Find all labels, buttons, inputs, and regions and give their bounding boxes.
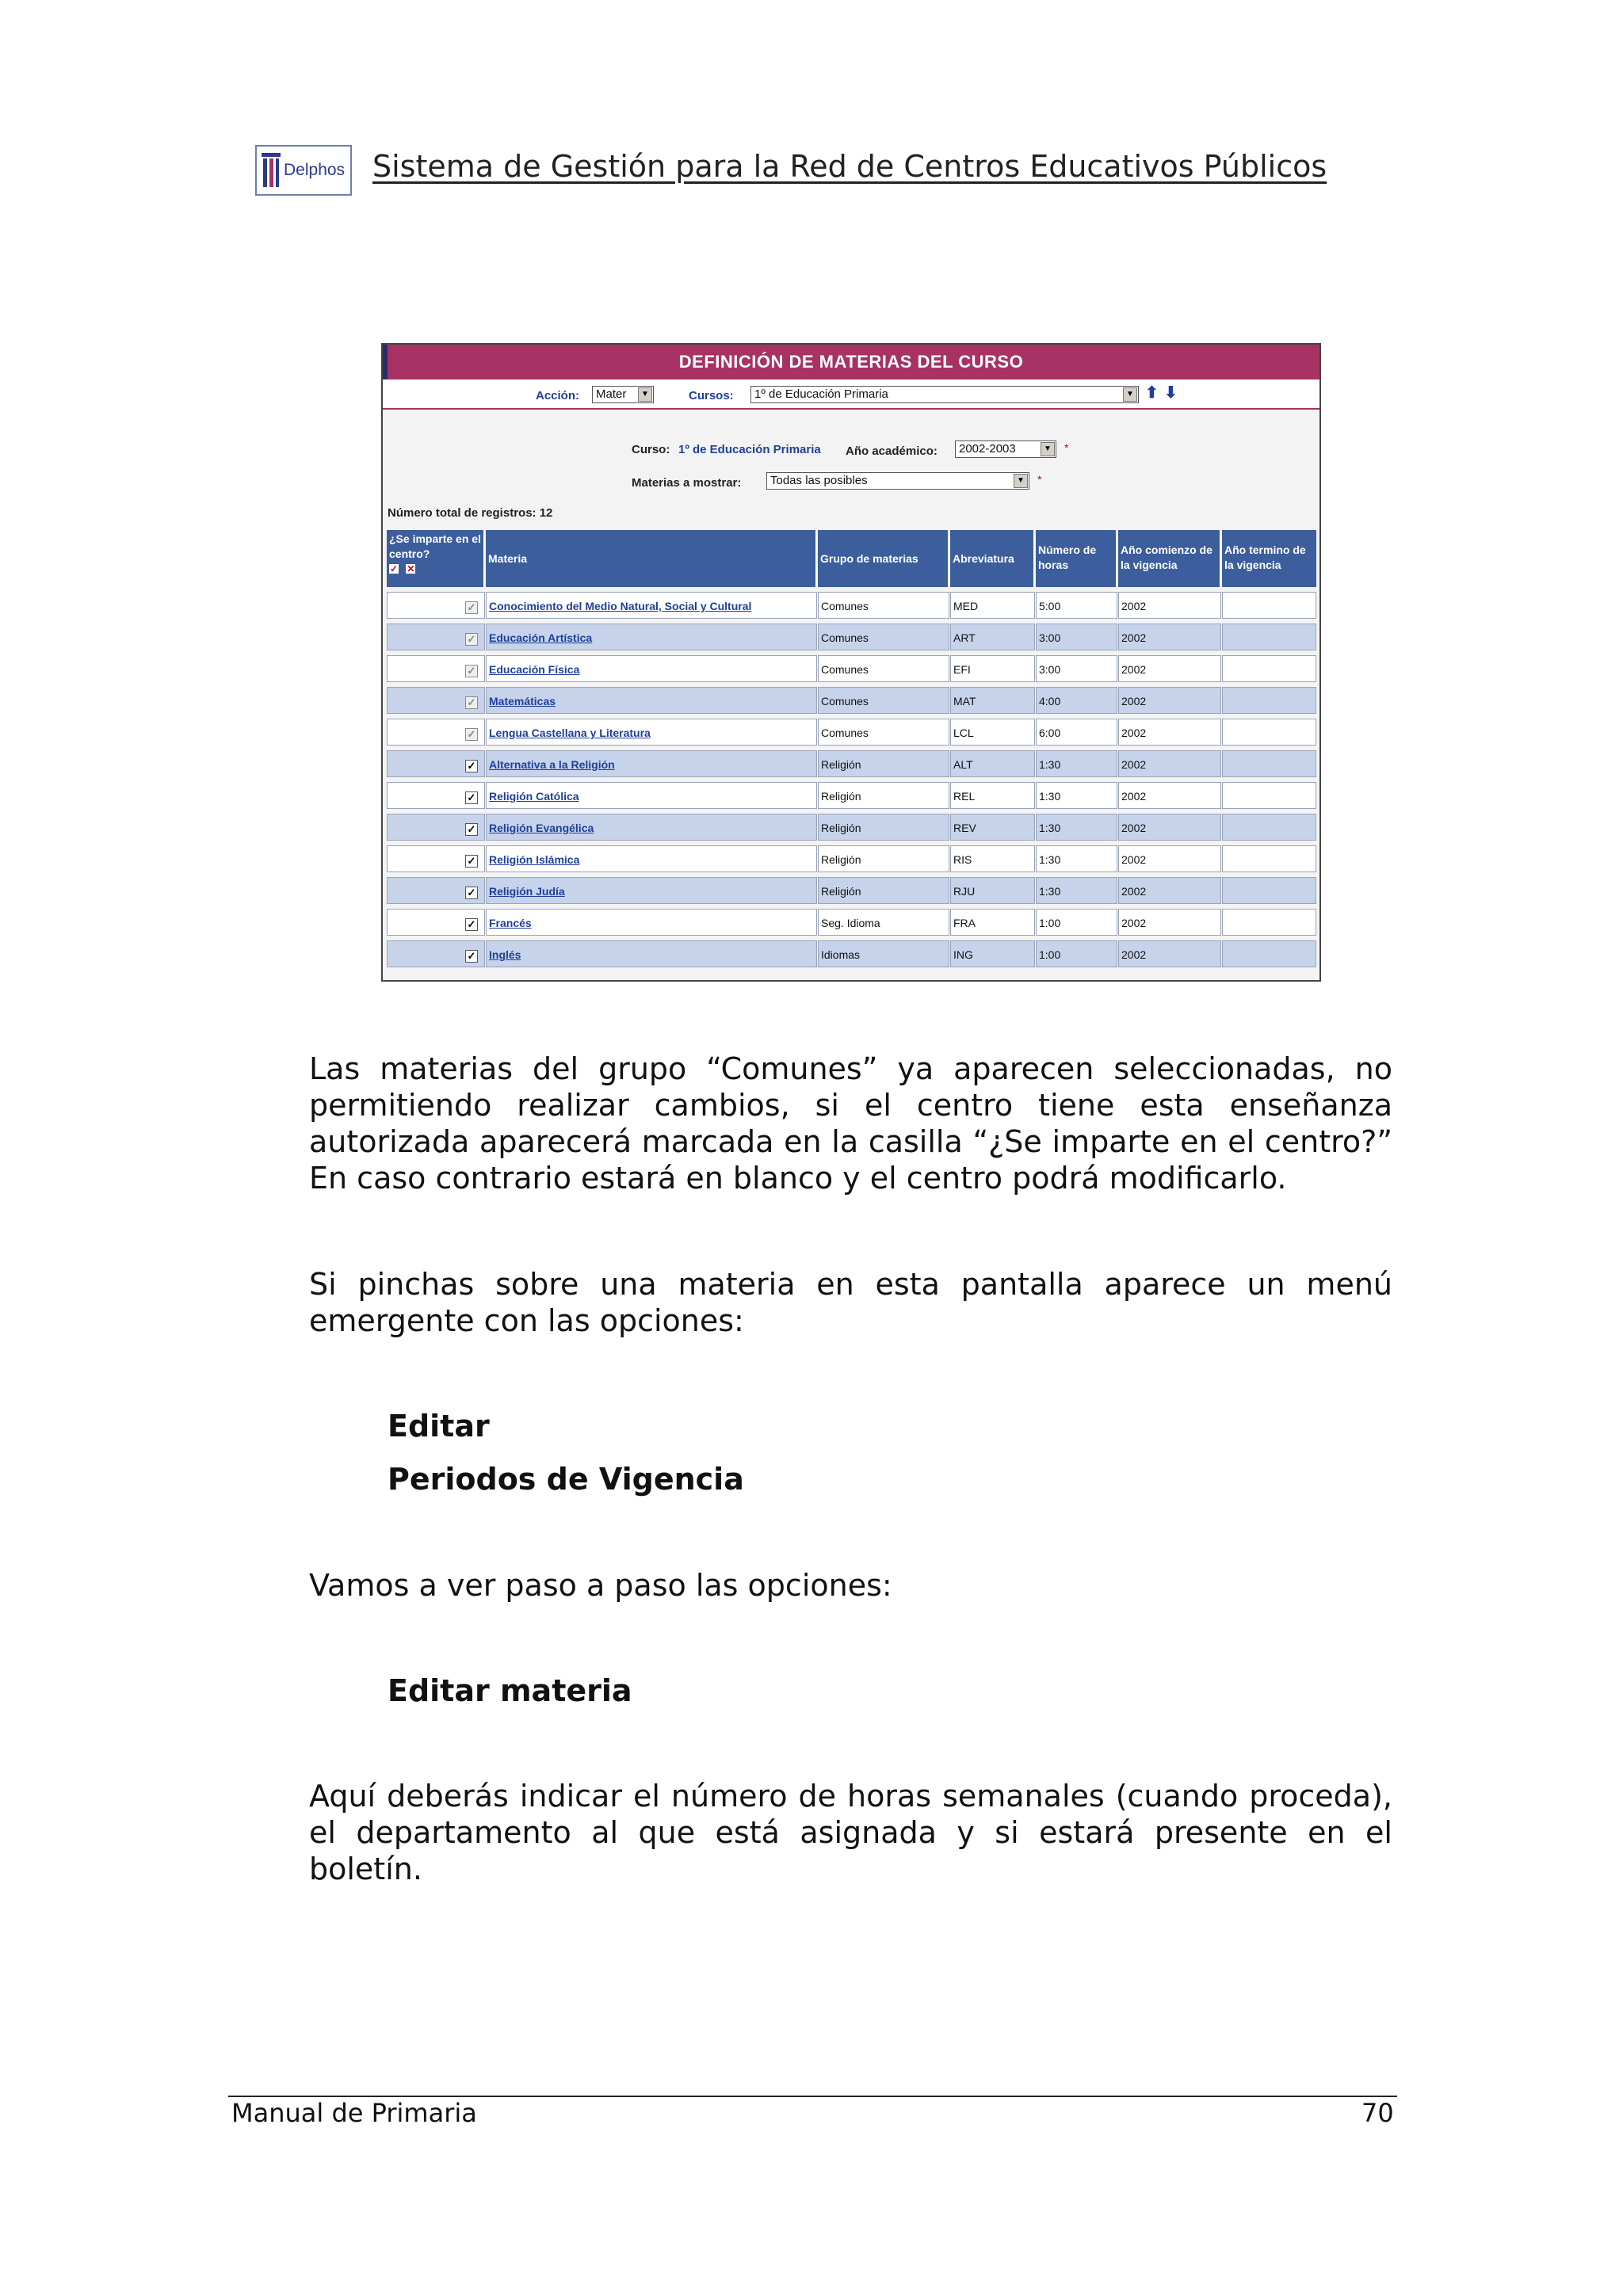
table-row[interactable]	[387, 907, 1316, 936]
anio-value: 2002-2003	[959, 442, 1016, 456]
horas-cell: 6:00	[1036, 719, 1117, 746]
col-header-comienzo: Año comienzo de la vigencia	[1118, 530, 1221, 587]
imparte-cell	[387, 782, 485, 809]
materia-cell	[486, 845, 817, 872]
imparte-checkbox: ✓	[465, 696, 478, 709]
col-header-grupo: Grupo de materias	[818, 530, 949, 587]
check-all-icon[interactable]: ✓	[389, 563, 399, 574]
anio-label: Año académico:	[846, 444, 938, 458]
uncheck-all-icon[interactable]: ✕	[407, 563, 415, 574]
materia-cell	[486, 940, 817, 967]
materia-cell	[486, 719, 817, 746]
accion-select[interactable]	[592, 386, 654, 403]
imparte-checkbox[interactable]: ✓	[465, 950, 478, 963]
comienzo-cell: 2002	[1118, 750, 1221, 777]
curso-value: 1º de Educación Primaria	[678, 443, 821, 456]
required-mark: *	[1037, 473, 1042, 486]
table-row[interactable]	[387, 717, 1316, 746]
delphos-logo	[255, 145, 352, 196]
heading-editar-materia: Editar materia	[388, 1673, 632, 1708]
abrev-cell: REV	[950, 814, 1035, 841]
check-all-icons[interactable]	[389, 563, 481, 574]
abrev-cell: ALT	[950, 750, 1035, 777]
comienzo-cell: 2002	[1118, 940, 1221, 967]
comienzo-cell: 2002	[1118, 814, 1221, 841]
imparte-cell	[387, 624, 485, 650]
materia-cell	[486, 592, 817, 619]
grupo-cell: Comunes	[818, 592, 949, 619]
col-header-label: ¿Se imparte en el centro?	[389, 532, 481, 560]
comienzo-cell: 2002	[1118, 719, 1221, 746]
table-row[interactable]	[387, 780, 1316, 809]
arrow-up-icon[interactable]: ⬆	[1145, 384, 1159, 402]
materia-cell	[486, 624, 817, 650]
paragraph-editar: Aquí deberás indicar el número de horas semanales (cuando proceda), el departamento al que está asignada y si estará presente en el boletín.	[309, 1779, 1392, 1886]
termino-cell	[1222, 592, 1316, 619]
comienzo-cell: 2002	[1118, 909, 1221, 936]
cursos-value: 1º de Educación Primaria	[754, 387, 888, 401]
imparte-checkbox: ✓	[465, 728, 478, 741]
materia-cell	[486, 782, 817, 809]
grupo-cell: Religión	[818, 750, 949, 777]
materias-label: Materias a mostrar:	[632, 476, 742, 490]
materia-link[interactable]: Religión Islámica	[489, 853, 580, 866]
chevron-down-icon: ▼	[1123, 387, 1137, 402]
horas-cell: 4:00	[1036, 687, 1117, 714]
imparte-cell	[387, 655, 485, 682]
abrev-cell: ART	[950, 624, 1035, 650]
grupo-cell: Comunes	[818, 624, 949, 650]
page-number: 70	[1361, 2098, 1394, 2128]
imparte-checkbox[interactable]: ✓	[465, 823, 478, 836]
col-header-horas: Número de horas	[1036, 530, 1117, 587]
grupo-cell: Seg. Idioma	[818, 909, 949, 936]
table-row[interactable]	[387, 654, 1316, 682]
materias-value: Todas las posibles	[770, 474, 868, 487]
comienzo-cell: 2002	[1118, 624, 1221, 650]
materia-link[interactable]: Religión Católica	[489, 790, 579, 803]
imparte-cell	[387, 750, 485, 777]
grupo-cell: Religión	[818, 814, 949, 841]
materia-cell	[486, 909, 817, 936]
curso-label: Curso:	[632, 443, 670, 456]
option-periodos: Periodos de Vigencia	[388, 1462, 744, 1497]
termino-cell	[1222, 877, 1316, 904]
materia-link[interactable]: Inglés	[489, 948, 521, 961]
logo-text: Delphos	[284, 161, 346, 179]
paragraph-pasos: Vamos a ver paso a paso las opciones:	[309, 1568, 892, 1603]
grupo-cell: Comunes	[818, 719, 949, 746]
table-row[interactable]	[387, 622, 1316, 650]
abrev-cell: ING	[950, 940, 1035, 967]
horas-cell: 3:00	[1036, 624, 1117, 650]
materia-link[interactable]: Conocimiento del Medio Natural, Social y Cultural	[489, 600, 752, 612]
columns-icon	[262, 151, 281, 189]
abrev-cell: RIS	[950, 845, 1035, 872]
termino-cell	[1222, 814, 1316, 841]
cursos-select[interactable]	[750, 386, 1139, 403]
total-records: Número total de registros: 12	[388, 506, 553, 520]
imparte-cell	[387, 719, 485, 746]
horas-cell: 3:00	[1036, 655, 1117, 682]
materia-link[interactable]: Francés	[489, 917, 532, 929]
imparte-cell	[387, 877, 485, 904]
grupo-cell: Comunes	[818, 687, 949, 714]
materia-link[interactable]: Educación Artística	[489, 631, 593, 644]
imparte-checkbox[interactable]: ✓	[465, 760, 478, 772]
imparte-cell	[387, 814, 485, 841]
horas-cell: 1:30	[1036, 750, 1117, 777]
grupo-cell: Religión	[818, 877, 949, 904]
horas-cell: 1:30	[1036, 877, 1117, 904]
horas-cell: 1:30	[1036, 845, 1117, 872]
materia-cell	[486, 750, 817, 777]
imparte-cell	[387, 909, 485, 936]
chevron-down-icon: ▼	[638, 387, 652, 402]
termino-cell	[1222, 655, 1316, 682]
termino-cell	[1222, 624, 1316, 650]
arrow-down-icon[interactable]: ⬇	[1164, 384, 1178, 402]
materia-link[interactable]: Lengua Castellana y Literatura	[489, 727, 651, 739]
abrev-cell: MED	[950, 592, 1035, 619]
comienzo-cell: 2002	[1118, 782, 1221, 809]
paragraph-comunes: Las materias del grupo “Comunes” ya aparecen seleccionadas, no permitiendo realizar cambios, si el centro tiene esta enseñanza autorizada aparecerá marcada en la casilla “¿Se imparte en el centro?” En caso contrario estará en blanco y el centro podrá modificarlo.	[309, 1051, 1392, 1196]
imparte-checkbox: ✓	[465, 601, 478, 614]
accion-value: Mater	[596, 387, 627, 401]
imparte-cell	[387, 592, 485, 619]
termino-cell	[1222, 687, 1316, 714]
abrev-cell: REL	[950, 782, 1035, 809]
materia-cell	[486, 814, 817, 841]
option-editar: Editar	[388, 1409, 490, 1444]
table-row[interactable]	[387, 939, 1316, 967]
termino-cell	[1222, 909, 1316, 936]
abrev-cell: MAT	[950, 687, 1035, 714]
cursos-label: Cursos:	[689, 389, 734, 402]
required-mark: *	[1064, 441, 1069, 454]
footer-divider	[228, 2096, 1397, 2097]
comienzo-cell: 2002	[1118, 592, 1221, 619]
imparte-checkbox[interactable]: ✓	[465, 887, 478, 899]
materia-cell	[486, 687, 817, 714]
horas-cell: 1:00	[1036, 909, 1117, 936]
comienzo-cell: 2002	[1118, 687, 1221, 714]
table-row[interactable]	[387, 590, 1316, 619]
page-title: Sistema de Gestión para la Red de Centros Educativos Públicos	[372, 149, 1327, 184]
col-header-materia: Materia	[486, 530, 817, 587]
abrev-cell: LCL	[950, 719, 1035, 746]
action-bar	[383, 379, 1319, 410]
table-row[interactable]	[387, 875, 1316, 904]
termino-cell	[1222, 719, 1316, 746]
col-header-abreviatura: Abreviatura	[950, 530, 1035, 587]
accion-label: Acción:	[536, 389, 580, 402]
materia-link[interactable]: Religión Judía	[489, 885, 565, 898]
abrev-cell: EFI	[950, 655, 1035, 682]
grupo-cell: Idiomas	[818, 940, 949, 967]
termino-cell	[1222, 845, 1316, 872]
imparte-cell	[387, 687, 485, 714]
imparte-checkbox[interactable]: ✓	[465, 855, 478, 868]
imparte-checkbox: ✓	[465, 665, 478, 677]
materia-link[interactable]: Educación Física	[489, 663, 580, 676]
horas-cell: 1:30	[1036, 814, 1117, 841]
paragraph-menu: Si pinchas sobre una materia en esta pantalla aparece un menú emergente con las opciones:	[309, 1267, 1392, 1338]
grupo-cell: Comunes	[818, 655, 949, 682]
materia-link[interactable]: Matemáticas	[489, 695, 556, 707]
materia-link[interactable]: Religión Evangélica	[489, 822, 594, 834]
screen-title: DEFINICIÓN DE MATERIAS DEL CURSO	[383, 345, 1319, 379]
col-header-imparte	[387, 530, 485, 587]
termino-cell	[1222, 750, 1316, 777]
horas-cell: 1:30	[1036, 782, 1117, 809]
termino-cell	[1222, 940, 1316, 967]
imparte-cell	[387, 940, 485, 967]
imparte-checkbox: ✓	[465, 633, 478, 646]
grupo-cell: Religión	[818, 782, 949, 809]
horas-cell: 1:00	[1036, 940, 1117, 967]
footer-title: Manual de Primaria	[231, 2098, 477, 2128]
termino-cell	[1222, 782, 1316, 809]
comienzo-cell: 2002	[1118, 655, 1221, 682]
anio-select[interactable]	[955, 441, 1056, 458]
table-row[interactable]	[387, 685, 1316, 714]
comienzo-cell: 2002	[1118, 877, 1221, 904]
materias-select[interactable]	[766, 472, 1029, 490]
grupo-cell: Religión	[818, 845, 949, 872]
abrev-cell: FRA	[950, 909, 1035, 936]
table-row[interactable]	[387, 812, 1316, 841]
imparte-checkbox[interactable]: ✓	[465, 918, 478, 931]
imparte-checkbox[interactable]: ✓	[465, 791, 478, 804]
comienzo-cell: 2002	[1118, 845, 1221, 872]
horas-cell: 5:00	[1036, 592, 1117, 619]
col-header-termino: Año termino de la vigencia	[1222, 530, 1316, 587]
materia-cell	[486, 655, 817, 682]
materia-link[interactable]: Alternativa a la Religión	[489, 758, 615, 771]
chevron-down-icon: ▼	[1014, 474, 1028, 488]
table-row[interactable]	[387, 749, 1316, 777]
imparte-cell	[387, 845, 485, 872]
materia-cell	[486, 877, 817, 904]
abrev-cell: RJU	[950, 877, 1035, 904]
app-screenshot	[381, 343, 1321, 982]
table-row[interactable]	[387, 844, 1316, 872]
chevron-down-icon: ▼	[1041, 442, 1055, 456]
